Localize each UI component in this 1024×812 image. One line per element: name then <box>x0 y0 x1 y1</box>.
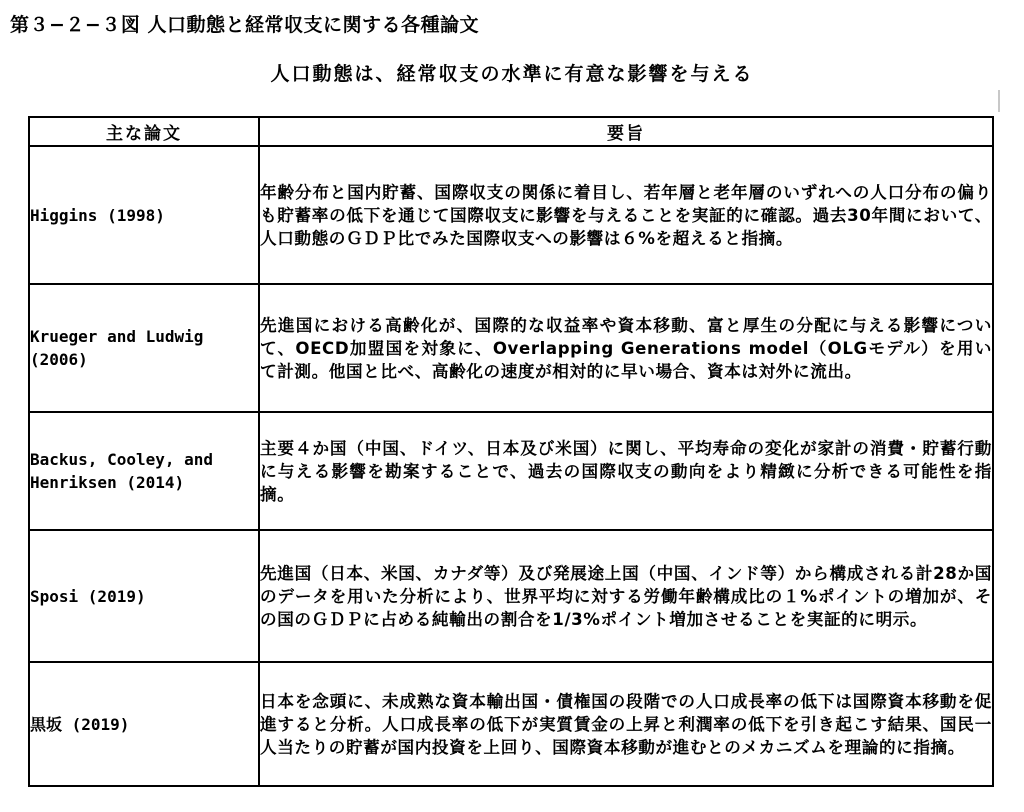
figure-title: 第３−２−３図 人口動態と経常収支に関する各種論文 <box>10 14 479 36</box>
summary-cell: 先進国における高齢化が、国際的な収益率や資本移動、富と厚生の分配に与える影響について、OECD加盟国を対象に、Overlapping Generations model（OLGモデル）を用いて計測。他国と比べ、高齢化の速度が相対的に早い場合、資本は対外に流出。 <box>259 284 993 412</box>
table-row <box>29 412 993 530</box>
table-row <box>29 530 993 662</box>
summary-cell: 日本を念頭に、未成熟な資本輸出国・債権国の段階での人口成長率の低下は国際資本移動を促進すると分析。人口成長率の低下が実質賃金の上昇と利潤率の低下を引き起こす結果、国民一人当たりの貯蓄が国内投資を上回り、国際資本移動が進むとのメカニズムを理論的に指摘。 <box>259 662 993 786</box>
papers-table <box>28 116 994 787</box>
summary-cell: 主要４か国（中国、ドイツ、日本及び米国）に関し、平均寿命の変化が家計の消費・貯蓄行動に与える影響を勘案することで、過去の国際収支の動向をより精緻に分析できる可能性を指摘。 <box>259 412 993 530</box>
paper-cell: 黒坂 (2019) <box>29 662 259 786</box>
paper-cell: Sposi (2019) <box>29 530 259 662</box>
table-row <box>29 146 993 284</box>
table-row <box>29 284 993 412</box>
paper-cell: Krueger and Ludwig (2006) <box>29 284 259 412</box>
scrollbar-fragment <box>998 90 1000 112</box>
header-summary: 要旨 <box>259 117 993 146</box>
paper-cell: Backus, Cooley, and Henriksen (2014) <box>29 412 259 530</box>
header-paper: 主な論文 <box>29 117 259 146</box>
summary-cell: 先進国（日本、米国、カナダ等）及び発展途上国（中国、インド等）から構成される計28か国のデータを用いた分析により、世界平均に対する労働年齢構成比の１%ポイントの増加が、その国のＧＤＰに占める純輸出の割合を1/3%ポイント増加させることを実証的に明示。 <box>259 530 993 662</box>
summary-cell: 年齢分布と国内貯蓄、国際収支の関係に着目し、若年層と老年層のいずれへの人口分布の偏りも貯蓄率の低下を通じて国際収支に影響を与えることを実証的に確認。過去30年間において、人口動態のＧＤＰ比でみた国際収支への影響は６%を超えると指摘。 <box>259 146 993 284</box>
table-row <box>29 662 993 786</box>
paper-cell: Higgins (1998) <box>29 146 259 284</box>
table-header-row <box>29 117 993 146</box>
figure-subtitle: 人口動態は、経常収支の水準に有意な影響を与える <box>270 63 754 85</box>
